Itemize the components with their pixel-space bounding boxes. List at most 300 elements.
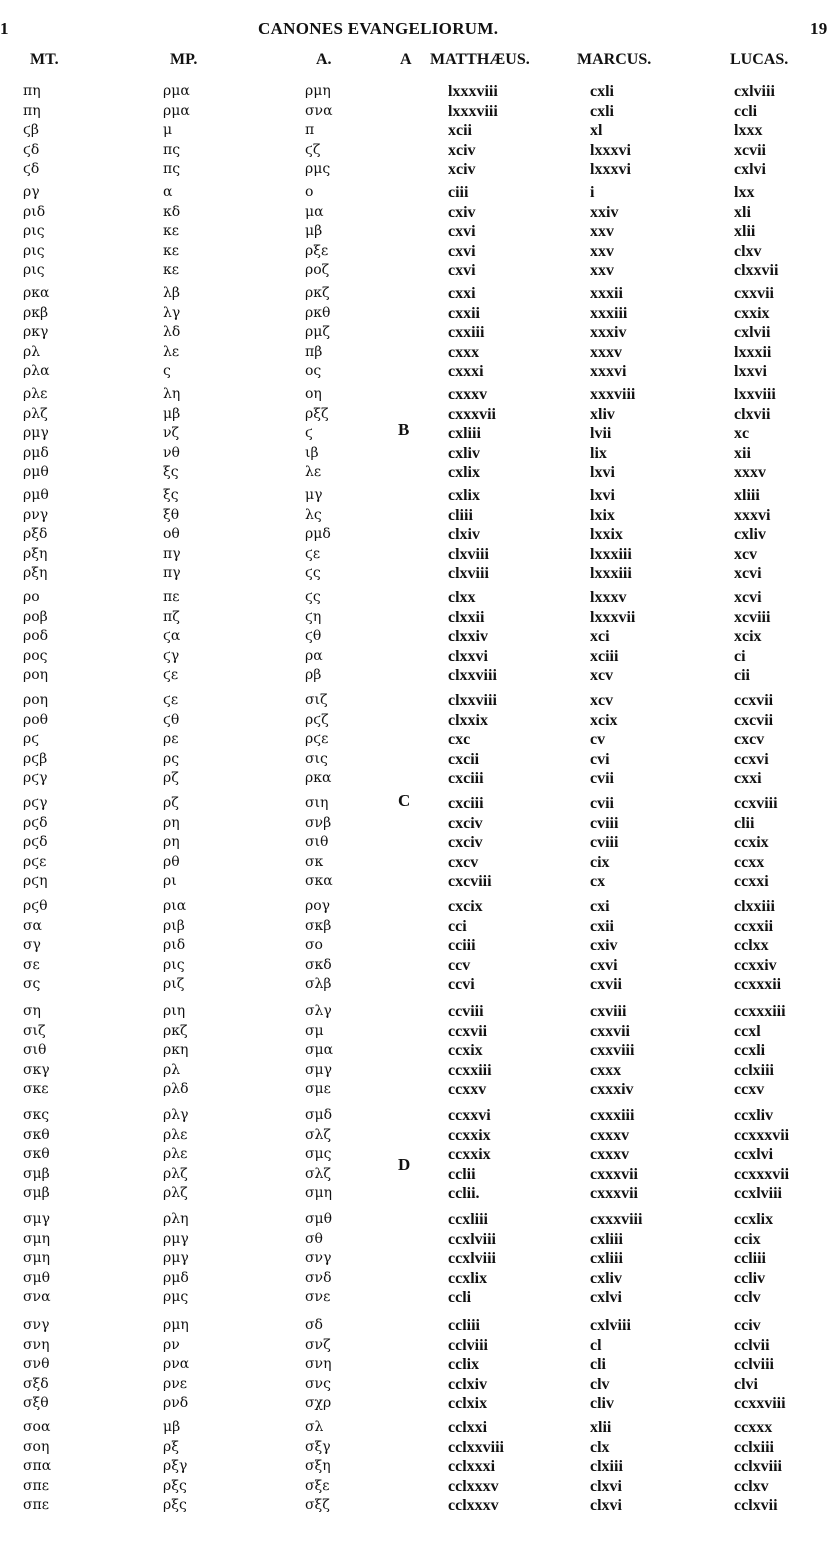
marcus-cell: cvi [590,750,610,768]
table-row [0,1496,824,1516]
a-cell: μγ [305,487,323,503]
mt-cell: σνθ [23,1356,50,1373]
marcus-cell: cxiv [590,937,618,955]
matthaeus-cell: xcii [448,122,472,140]
matthaeus-cell: cxcii [448,750,480,768]
mp-cell: λβ [163,285,180,301]
matthaeus-cell: cclxxi [448,1419,488,1436]
marcus-cell: lxxxiii [590,565,632,583]
mt-cell: ρξη [23,565,48,582]
mp-cell: ρζ [163,795,179,811]
table-row [0,1210,824,1230]
lucas-cell: ccxviii [734,795,778,812]
mt-cell: ρϛ [23,731,40,748]
lucas-cell: ccxix [734,834,769,852]
a-cell: σλζ [305,1165,332,1182]
mt-cell: σπε [23,1497,50,1514]
a-cell: σμ [305,1022,324,1039]
mt-cell: σνη [23,1336,50,1353]
marcus-cell: cviii [590,834,619,852]
mp-cell: ρμγ [163,1230,189,1247]
matthaeus-cell: clxxviii [448,692,497,709]
lucas-cell: cclxiii [734,1438,774,1456]
a-cell: ϛς [305,589,321,605]
lucas-cell: xcvi [734,589,762,606]
matthaeus-cell: ccxxvi [448,1107,491,1124]
matthaeus-cell: lxxxviii [448,83,498,100]
table-row [0,203,824,223]
mp-cell: μβ [163,405,181,422]
lucas-cell: ccxli [734,1042,766,1060]
marcus-cell: xxiv [590,203,619,221]
a-cell: ϛζ [305,141,321,158]
matthaeus-cell: cxxx [448,343,480,361]
marcus-cell: xxxiii [590,304,628,322]
table-row [0,1269,824,1289]
lucas-cell: lxxxii [734,343,772,361]
table-row [0,183,824,203]
mt-cell: σμη [23,1250,51,1267]
matthaeus-cell: ccli [448,1289,472,1307]
a-cell: λε [305,464,322,481]
matthaeus-cell: cxciv [448,814,483,832]
lucas-cell: ccxxiv [734,956,777,974]
mt-cell: ριδ [23,203,46,220]
mp-cell: ϛε [163,667,179,684]
col-header-mp: MP. [170,51,198,68]
lucas-cell: clxv [734,242,762,260]
marcus-cell: cxliii [590,1230,623,1248]
mp-cell: ριζ [163,976,185,993]
lucas-cell: cxliv [734,526,766,544]
lucas-cell: ci [734,647,746,665]
mp-cell: ρλδ [163,1081,189,1098]
mt-cell: σπε [23,1477,50,1494]
lucas-cell: lxxviii [734,386,776,403]
mp-cell: α [163,184,173,200]
table-row [0,1375,824,1395]
table-row [0,222,824,242]
mt-cell: ρκβ [23,304,49,321]
lucas-cell: cxcvii [734,711,774,729]
lucas-cell: ccxxi [734,873,769,891]
a-cell: σιθ [305,834,329,851]
mt-cell: σμθ [23,1269,51,1286]
matthaeus-cell: cxiv [448,203,476,221]
lucas-cell: cciv [734,1317,761,1334]
mp-cell: ρν [163,1336,180,1353]
matthaeus-cell: cxxii [448,304,480,322]
a-cell: σξγ [305,1438,331,1455]
mt-cell: σιζ [23,1022,46,1039]
row-group [0,385,824,483]
lucas-cell: ccxxxvii [734,1126,790,1144]
lucas-cell: ccxv [734,1081,765,1099]
table-row [0,1080,824,1100]
marcus-cell: cxvi [590,956,618,974]
mt-cell: ρξη [23,545,48,562]
mp-cell: ξθ [163,506,180,523]
lucas-cell: cxlvii [734,324,771,342]
table-row [0,424,824,444]
mp-cell: ρμη [163,1317,189,1333]
mt-cell: ροη [23,667,49,684]
matthaeus-cell: ccxix [448,1042,483,1060]
mt-cell: ρϛγ [23,795,48,811]
a-cell: ϛη [305,608,322,625]
a-cell: σμα [305,1042,334,1059]
a-cell: ϛθ [305,628,322,645]
mt-cell: ρκα [23,285,50,301]
matthaeus-cell: clxxii [448,608,485,626]
table-row [0,1457,824,1477]
a-cell: σλβ [305,976,332,993]
mp-cell: κε [163,242,180,259]
a-cell: σνδ [305,1269,332,1286]
table-row [0,1184,824,1204]
mp-cell: ρμα [163,102,190,119]
marcus-cell: cxli [590,83,614,100]
a-cell: ϛε [305,545,321,562]
mt-cell: ρμθ [23,487,49,503]
table-row [0,242,824,262]
marcus-cell: xciii [590,647,619,665]
mp-cell: πε [163,589,180,605]
a-cell: σκ [305,853,324,870]
mp-cell: ρια [163,898,187,914]
lucas-cell: cxxi [734,770,762,788]
lucas-cell: xli [734,203,751,221]
mp-cell: ρνα [163,1356,190,1373]
marcus-cell: lxix [590,506,615,524]
a-cell: ρβ [305,667,322,684]
a-cell: σλγ [305,1003,332,1019]
table-row [0,1106,824,1126]
table-row [0,564,824,584]
table-row [0,506,824,526]
table-row [0,1249,824,1269]
section-mark-b: B [398,420,410,439]
a-cell: ρκζ [305,285,330,301]
marcus-cell: cliv [590,1395,614,1413]
mt-cell: πη [23,83,41,99]
lucas-cell: cxlvi [734,161,766,179]
mt-cell: σμβ [23,1165,50,1182]
a-cell: ιβ [305,444,319,461]
table-row [0,102,824,122]
table-row [0,362,824,382]
marcus-cell: cxxxiv [590,1081,634,1099]
matthaeus-cell: cxxi [448,285,476,302]
row-group [0,1210,824,1308]
mp-cell: ριβ [163,917,185,934]
table-row [0,343,824,363]
mp-cell: ρλ [163,1061,181,1078]
lucas-cell: ccli [734,102,758,120]
mp-cell: πζ [163,608,180,625]
matthaeus-cell: cxcix [448,898,483,915]
mp-cell: ρε [163,731,179,748]
mp-cell: ς [163,363,171,380]
a-cell: ϛ [305,425,313,442]
mp-cell: λδ [163,324,181,341]
mp-cell: ρξγ [163,1458,188,1475]
row-group [0,794,824,892]
mp-cell: ρι [163,873,177,890]
mp-cell: ϛα [163,628,181,645]
mt-cell: ϛβ [23,122,39,139]
matthaeus-cell: ccvi [448,976,475,994]
matthaeus-cell: cclxxxv [448,1477,499,1495]
mt-cell: ρκγ [23,324,49,341]
table-row [0,304,824,324]
mt-cell: ρλ [23,343,41,360]
mp-cell: ξς [163,464,179,481]
lucas-cell: xcvi [734,565,762,583]
lucas-cell: ccxl [734,1022,761,1040]
a-cell: σνα [305,102,333,119]
mt-cell: ροδ [23,628,49,645]
mp-cell: λε [163,343,180,360]
lucas-cell: ccliv [734,1269,766,1287]
table-row [0,769,824,789]
lucas-cell: lxxvi [734,363,767,381]
table-row [0,1002,824,1022]
mp-cell: πς [163,161,181,178]
mt-cell: σκε [23,1081,49,1098]
left-page-mark: 1 [0,19,9,38]
mp-cell: ρκη [163,1042,189,1059]
mp-cell: ρις [163,956,185,973]
mp-cell: ϛε [163,692,179,708]
a-cell: σλζ [305,1126,332,1143]
matthaeus-cell: cxciii [448,770,484,788]
mt-cell: ρλζ [23,405,48,422]
a-cell: ρξε [305,242,329,259]
marcus-cell: xxv [590,223,614,241]
a-cell: σνζ [305,1336,331,1353]
mp-cell: οθ [163,526,180,543]
table-row [0,730,824,750]
marcus-cell: xcix [590,711,618,729]
mt-cell: ργ [23,184,40,200]
mt-cell: ρϛθ [23,898,48,914]
mp-cell: μβ [163,1419,181,1435]
matthaeus-cell: clxxvi [448,647,488,665]
lucas-cell: cclxiii [734,1061,774,1079]
table-row [0,284,824,304]
marcus-cell: clxiii [590,1458,623,1476]
mp-cell: ριη [163,1003,186,1019]
table-row [0,794,824,814]
a-cell: σμε [305,1081,331,1098]
table-row [0,141,824,161]
marcus-cell: clxvi [590,1477,622,1495]
matthaeus-cell: cclviii [448,1336,488,1354]
matthaeus-cell: clxiv [448,526,480,544]
mp-cell: ρη [163,814,180,831]
mt-cell: σοη [23,1438,50,1455]
mt-cell: ρις [23,223,45,240]
col-header-marcus: MARCUS. [577,51,652,68]
a-cell: σνβ [305,814,332,831]
lucas-cell: ccxxxiii [734,1003,786,1020]
table-row [0,486,824,506]
lucas-cell: cclxx [734,937,769,955]
row-group [0,82,824,180]
marcus-cell: xl [590,122,603,140]
a-cell: μα [305,203,324,220]
marcus-cell: cxxxiii [590,1107,635,1124]
mp-cell: ρξς [163,1497,187,1514]
table-row [0,1316,824,1336]
table-row [0,691,824,711]
marcus-cell: xcv [590,667,614,685]
mt-cell: σιθ [23,1042,47,1059]
mt-cell: ρξδ [23,526,48,543]
mp-cell: πγ [163,545,181,562]
col-header-matthaeus: MATTHÆUS. [430,51,530,68]
lucas-cell: clxxvii [734,262,779,280]
section-mark-c: C [398,791,411,810]
table-row [0,1394,824,1414]
mp-cell: ριδ [163,937,186,954]
row-group [0,588,824,686]
lucas-cell: ccxlviii [734,1185,782,1203]
marcus-cell: lxxxvi [590,141,631,159]
matthaeus-cell: cxvi [448,262,476,280]
table-row [0,1336,824,1356]
marcus-cell: i [590,184,595,201]
table-row [0,588,824,608]
matthaeus-cell: ccviii [448,1003,484,1020]
mp-cell: κδ [163,203,181,220]
lucas-cell: ccliii [734,1250,766,1268]
mp-cell: ϛθ [163,711,180,728]
matthaeus-cell: cxxxvii [448,405,496,423]
marcus-cell: xlii [590,1419,612,1436]
table-row [0,1041,824,1061]
a-cell: ος [305,363,322,380]
mp-cell: λγ [163,304,181,321]
mt-cell: σε [23,956,40,973]
mp-cell: ρλε [163,1146,188,1163]
matthaeus-cell: cxxxv [448,386,488,403]
mt-cell: σγ [23,937,41,954]
a-cell: ρμη [305,83,331,99]
lucas-cell: cclv [734,1289,761,1307]
mt-cell: ρϛη [23,873,48,890]
a-cell: ρκθ [305,304,331,321]
table-row [0,833,824,853]
mt-cell: σκς [23,1107,50,1123]
mt-cell: ρμθ [23,464,49,481]
matthaeus-cell: cxliii [448,425,481,443]
mt-cell: ρλα [23,363,50,380]
lucas-cell: xcix [734,628,762,646]
marcus-cell: clx [590,1438,610,1456]
matthaeus-cell: clxviii [448,545,489,563]
marcus-cell: lxxxvi [590,161,631,179]
matthaeus-cell: ccxxix [448,1146,491,1164]
marcus-cell: clv [590,1375,610,1393]
mt-cell: πη [23,102,41,119]
mt-cell: σκγ [23,1061,50,1078]
lucas-cell: ccxvi [734,750,769,768]
mt-cell: ρνγ [23,506,49,523]
matthaeus-cell: cxxiii [448,324,485,342]
mp-cell: ρλγ [163,1107,189,1123]
mp-cell: ρλε [163,1126,188,1143]
matthaeus-cell: cci [448,917,467,935]
marcus-cell: xcv [590,692,614,709]
right-page-mark: 19 [810,19,828,38]
a-cell: ρμς [305,161,331,178]
marcus-cell: cxi [590,898,610,915]
mp-cell: νζ [163,425,180,442]
lucas-cell: clxvii [734,405,771,423]
mp-cell: πγ [163,565,181,582]
marcus-cell: xxxviii [590,386,636,403]
mt-cell: σξδ [23,1375,49,1392]
a-cell: σξε [305,1477,330,1494]
matthaeus-cell: cclii [448,1165,476,1183]
marcus-cell: cxxx [590,1061,622,1079]
matthaeus-cell: cxvi [448,242,476,260]
marcus-cell: xxxvi [590,363,627,381]
mt-cell: ρϛδ [23,834,48,851]
table-row [0,814,824,834]
mt-cell: ροθ [23,711,49,728]
matthaeus-cell: cclxiv [448,1375,488,1393]
lucas-cell: cclxvii [734,1497,778,1515]
a-cell: σνε [305,1289,331,1306]
mt-cell: σκθ [23,1146,50,1163]
matthaeus-cell: ccxxiii [448,1061,492,1079]
table-row [0,627,824,647]
matthaeus-cell: ccxxv [448,1081,487,1099]
mp-cell: νθ [163,444,180,461]
a-cell: λς [305,506,322,523]
marcus-cell: cxlviii [590,1317,631,1334]
lucas-cell: clii [734,814,755,832]
marcus-cell: xxv [590,262,614,280]
a-cell: σμθ [305,1211,333,1227]
lucas-cell: clxxiii [734,898,775,915]
lucas-cell: ccxxxii [734,976,782,994]
a-cell: σκα [305,873,333,890]
marcus-cell: xliv [590,405,615,423]
a-cell: σχρ [305,1395,332,1412]
table-row [0,917,824,937]
marcus-cell: xxxv [590,343,622,361]
table-row [0,1126,824,1146]
matthaeus-cell: ccxliii [448,1211,488,1228]
a-cell: σξζ [305,1497,330,1514]
mt-cell: ρος [23,647,48,664]
matthaeus-cell: lxxxviii [448,102,498,120]
mp-cell: ξς [163,487,179,503]
mt-cell: ρϛε [23,853,47,870]
marcus-cell: xci [590,628,610,646]
marcus-cell: cxxxviii [590,1211,643,1228]
table-row [0,261,824,281]
lucas-cell: lxxx [734,122,763,140]
matthaeus-cell: cclii. [448,1185,480,1203]
row-group [0,691,824,789]
lucas-cell: xxxv [734,464,766,482]
mt-cell: ρμγ [23,425,49,442]
